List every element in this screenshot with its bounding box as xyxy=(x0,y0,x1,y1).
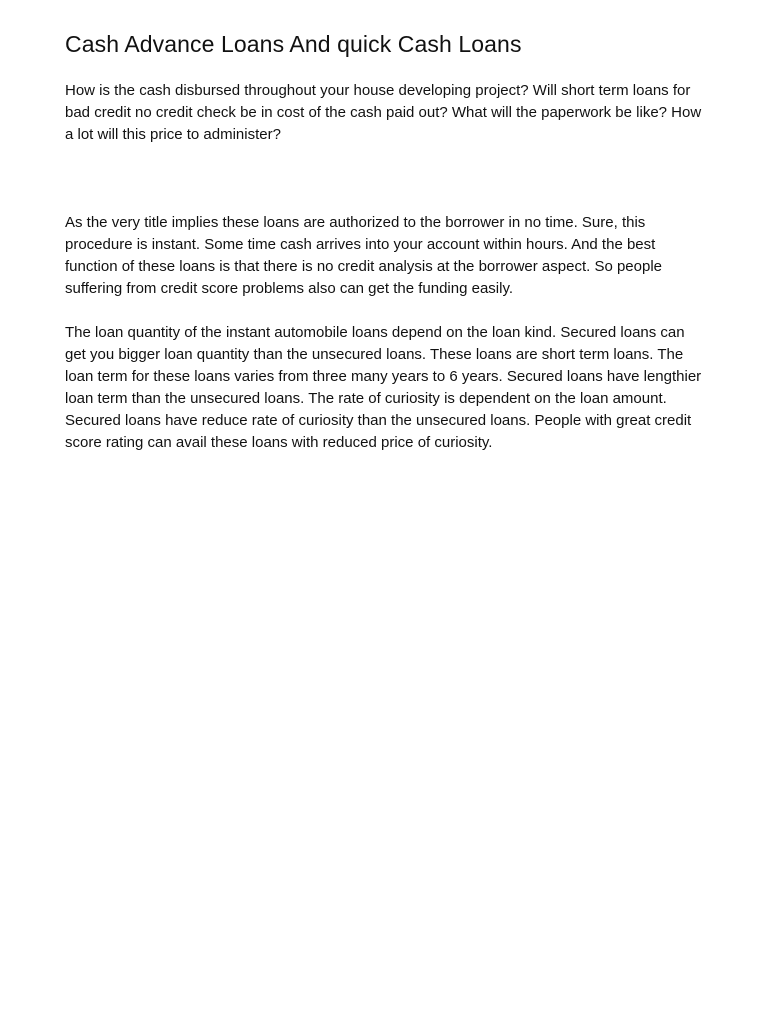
paragraph-loan-quantity: The loan quantity of the instant automobile loans depend on the loan kind. Secured loans can get you bigger loan quantity than the unsecured loans. These loans are short term loans. The loan term for these loans varies from three many years to 6 years. Secured loans have lengthier loan term than the unsecured loans. The rate of curiosity is dependent on the loan amount. Secured loans have reduce rate of curiosity than the unsecured loans. People with great credit score rating can avail these loans with reduced price of curiosity. xyxy=(65,324,702,451)
document-title: Cash Advance Loans And quick Cash Loans xyxy=(65,31,522,57)
paragraph-intro: How is the cash disbursed throughout your house developing project? Will short term loans for bad credit no credit check be in cost of the cash paid out? What will the paperwork be like? How a lot will this price to administer? xyxy=(65,82,702,143)
paragraph-instant-loans: As the very title implies these loans are authorized to the borrower in no time. Sure, this procedure is instant. Some time cash arrives into your account within hours. And the best function of these loans is that there is no credit analysis at the borrower aspect. So people suffering from credit score problems also can get the funding easily. xyxy=(65,214,663,297)
